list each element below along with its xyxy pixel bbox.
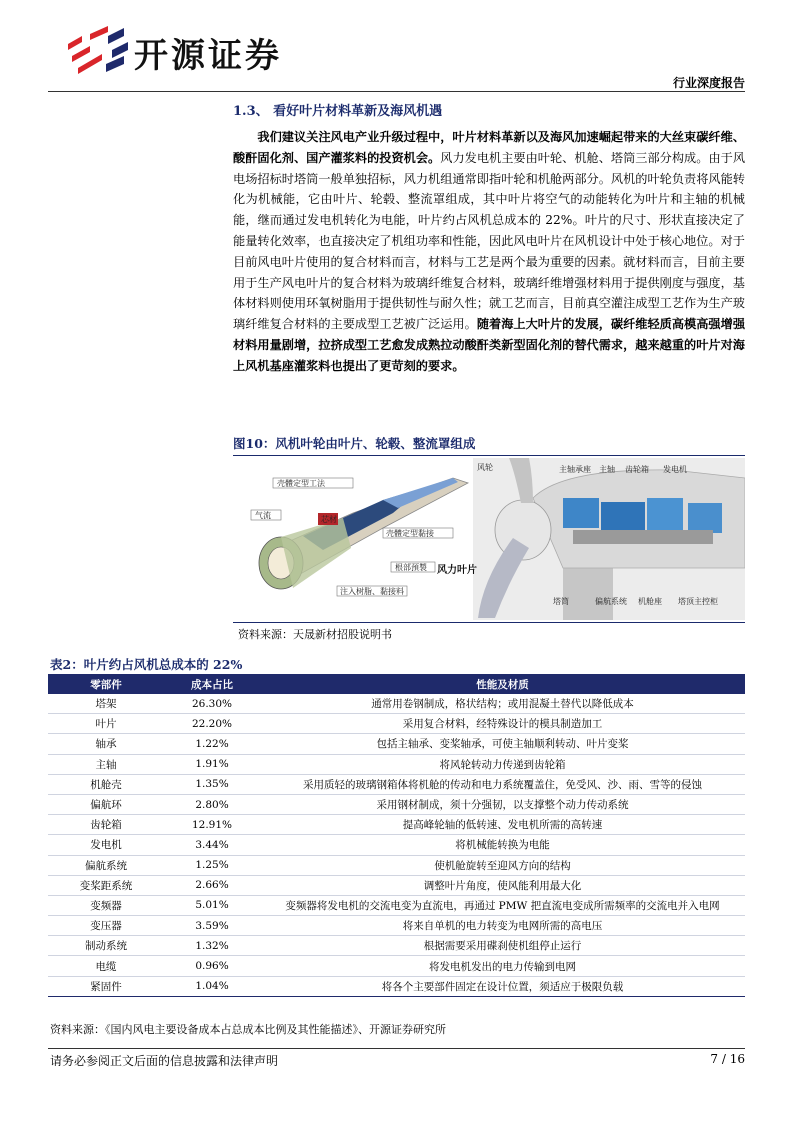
table-source: 资料来源：《国内风电主要设备成本占总成本比例及其性能描述》、开源证券研究所 <box>50 1023 446 1036</box>
cell-performance: 根据需要采用碟刹使机组停止运行 <box>260 936 745 956</box>
table-row <box>48 976 745 996</box>
fig-label-adhesive: 壳體定型黏接 <box>386 529 434 538</box>
cell-performance: 包括主轴承、变桨轴承，可使主轴顺利转动、叶片变桨 <box>260 734 745 754</box>
body-paragraph <box>233 127 745 377</box>
table-row <box>48 774 745 794</box>
report-type: 行业深度报告 <box>672 76 745 90</box>
footer-divider <box>48 1048 745 1049</box>
cell-component: 塔架 <box>48 694 164 714</box>
section-title: 1.3、 看好叶片材料革新及海风机遇 <box>233 104 443 119</box>
cell-component: 变频器 <box>48 895 164 915</box>
cell-cost-share: 5.01% <box>164 895 260 915</box>
table-row <box>48 835 745 855</box>
company-name: 开源证券 <box>134 36 282 76</box>
cell-cost-share: 12.91% <box>164 815 260 835</box>
cell-component: 偏航环 <box>48 794 164 814</box>
cell-cost-share: 1.35% <box>164 774 260 794</box>
table-row <box>48 875 745 895</box>
cell-component: 电缆 <box>48 956 164 976</box>
fig-label-blade-top: 壳體定型工法 <box>277 479 325 488</box>
cell-performance: 变频器将发电机的交流电变为直流电，再通过 PMW 把直流电变成所需频率的交流电并入电网 <box>260 895 745 915</box>
table-row <box>48 815 745 835</box>
fig-label-yaw: 偏航系统 <box>595 597 627 606</box>
blade-structure-illustration <box>233 458 473 620</box>
table-row <box>48 855 745 875</box>
cell-cost-share: 3.44% <box>164 835 260 855</box>
cell-component: 机舱壳 <box>48 774 164 794</box>
header-component: 零部件 <box>48 674 164 694</box>
cell-component: 变压器 <box>48 916 164 936</box>
table-row <box>48 956 745 976</box>
cell-cost-share: 1.22% <box>164 734 260 754</box>
cell-component: 偏航系统 <box>48 855 164 875</box>
header-divider <box>48 91 745 92</box>
cell-performance: 提高峰轮轴的低转速、发电机所需的高转速 <box>260 815 745 835</box>
header-performance: 性能及材质 <box>260 674 745 694</box>
cell-cost-share: 1.32% <box>164 936 260 956</box>
fig-label-blade: 风力叶片 <box>437 565 477 576</box>
cell-cost-share: 2.66% <box>164 875 260 895</box>
cell-component: 变桨距系统 <box>48 875 164 895</box>
table-row <box>48 794 745 814</box>
cell-performance: 将各个主要部件固定在设计位置，须适应于极限负载 <box>260 976 745 996</box>
bold-conclusion: 随着海上大叶片的发展，碳纤维轻质高模高强增强材料用量剧增，拉挤成型工艺愈发成熟拉动酸酐类新型固化剂的替代需求，越来越重的叶片对海上风机基座灌浆料也提出了更苛刻的要求。 <box>233 317 746 373</box>
fig-label-core: 芯材 <box>321 515 337 524</box>
cell-cost-share: 3.59% <box>164 916 260 936</box>
cell-performance: 将来自单机的电力转变为电网所需的高电压 <box>260 916 745 936</box>
cell-component: 主轴 <box>48 754 164 774</box>
fig-label-tower-cabinet: 塔顶主控柜 <box>678 597 718 606</box>
fig-label-rotor: 风轮 <box>477 463 493 472</box>
cell-cost-share: 1.91% <box>164 754 260 774</box>
cell-performance: 采用复合材料，经特殊设计的模具制造加工 <box>260 714 745 734</box>
bold-lead: 我们建议关注风电产业升级过程中，叶片材料革新以及海风加速崛起带来的大丝束碳纤维、酸酐固化剂、国产灌浆料的投资机会。 <box>233 130 745 165</box>
cell-cost-share: 0.96% <box>164 956 260 976</box>
cell-performance: 使机舱旋转至迎风方向的结构 <box>260 855 745 875</box>
cell-component: 制动系统 <box>48 936 164 956</box>
cell-component: 发电机 <box>48 835 164 855</box>
fig-label-tower: 塔筒 <box>553 597 569 606</box>
nacelle-illustration <box>437 458 745 620</box>
page-number: 7 / 16 <box>710 1052 745 1066</box>
table-row <box>48 936 745 956</box>
figure-source: 资料来源：天晟新材招股说明书 <box>238 628 392 641</box>
fig-label-main-shaft: 主轴 <box>599 465 615 474</box>
wind-turbine-figure <box>233 458 745 620</box>
cell-performance: 将风轮转动力传递到齿轮箱 <box>260 754 745 774</box>
footer-disclaimer: 请务必参阅正文后面的信息披露和法律声明 <box>50 1054 279 1068</box>
figure-title: 图10：风机叶轮由叶片、轮毂、整流罩组成 <box>233 436 476 451</box>
table-row <box>48 916 745 936</box>
table-row <box>48 694 745 714</box>
fig-label-gelcoat: 气流 <box>255 511 271 520</box>
cell-performance: 采用质轻的玻璃钢箱体将机舱的传动和电力系统覆盖住，免受风、沙、雨、雪等的侵蚀 <box>260 774 745 794</box>
cell-performance: 调整叶片角度，使风能利用最大化 <box>260 875 745 895</box>
table-row <box>48 754 745 774</box>
fig-label-infusion: 注入树脂、黏接料 <box>340 587 404 596</box>
table-row <box>48 734 745 754</box>
table-row <box>48 895 745 915</box>
cell-cost-share: 1.25% <box>164 855 260 875</box>
fig-label-root: 根部預製 <box>395 563 427 572</box>
cell-cost-share: 22.20% <box>164 714 260 734</box>
cell-performance: 采用钢材制成，须十分强韧，以支撑整个动力传动系统 <box>260 794 745 814</box>
cell-performance: 通常用卷钢制成，格状结构；或用混凝土替代以降低成本 <box>260 694 745 714</box>
cell-component: 轴承 <box>48 734 164 754</box>
figure-bottom-rule <box>233 622 745 623</box>
cell-cost-share: 2.80% <box>164 794 260 814</box>
table-header-row <box>48 674 745 694</box>
cell-component: 叶片 <box>48 714 164 734</box>
header-cost-share: 成本占比 <box>164 674 260 694</box>
cell-performance: 将发电机发出的电力传输到电网 <box>260 956 745 976</box>
table-row <box>48 714 745 734</box>
table-title: 表2：叶片约占风机总成本的 22% <box>50 657 243 672</box>
cell-performance: 将机械能转换为电能 <box>260 835 745 855</box>
cell-component: 紧固件 <box>48 976 164 996</box>
normal-text: 风力发电机主要由叶轮、机舱、塔筒三部分构成。由于风电场招标时塔筒一般单独招标，风力机组通常即指叶轮和机舱两部分。风机的叶轮负责将风能转化为机械能，它由叶片、轮毂、整流罩组成，其中叶片将空气的动能转化为叶片和主轴的机械能，继而通过发电机转化为电能，叶片约占风机总成本的 22%。叶片的尺寸、形状直接决定了能量转化效率，也直接决定了机组功率和性能，因此风电叶片在风机设计中处于核心地位。对于目前风电叶片使用的复合材料而言，材料与工艺是两个最为重要的因素。就材料而言，目前主要用于生产风电叶片的复合材料为玻璃纤维复合材料，玻璃纤维增强材料用于提供刚度与强度，基体材料则使用环氧树脂用于提供韧性与耐久性；就工艺而言，目前真空灌注成型工艺作为生产玻璃纤维复合材料的主要成型工艺被广泛运用。 <box>233 150 746 332</box>
fig-label-main-bearing-seat: 主轴承座 <box>559 465 591 474</box>
cell-component: 齿轮箱 <box>48 815 164 835</box>
fig-label-nacelle: 机舱座 <box>638 597 662 606</box>
cost-share-table <box>48 674 745 997</box>
cell-cost-share: 26.30% <box>164 694 260 714</box>
fig-label-gearbox: 齿轮箱 <box>625 465 649 474</box>
cell-cost-share: 1.04% <box>164 976 260 996</box>
figure-top-rule <box>233 455 745 456</box>
fig-label-generator: 发电机 <box>663 465 687 474</box>
